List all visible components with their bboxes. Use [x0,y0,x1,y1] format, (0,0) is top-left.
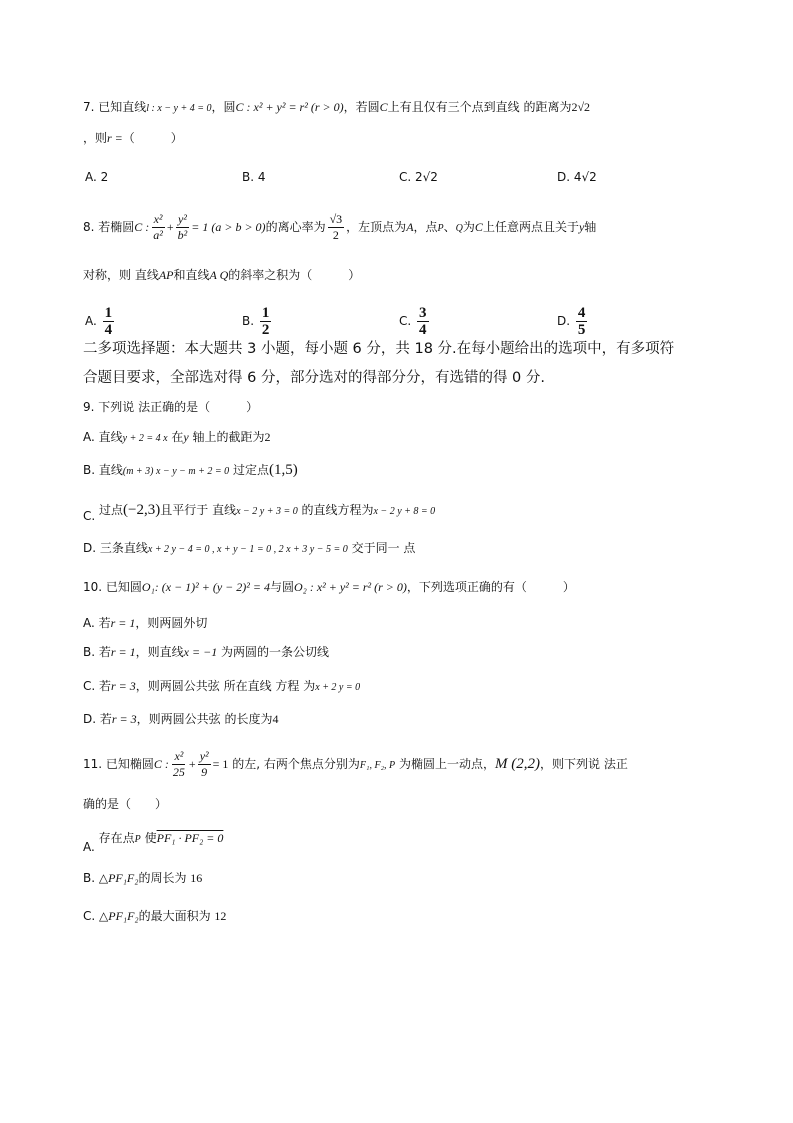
q11-option-a: A. 存在点P 使PF₁ · PF₂ = 0 [83,831,224,854]
q11-option-c: C. △PF₁F₂的最大面积为 12 [83,909,227,923]
q10-option-b: B. 若r = 1，则直线x = −1 为两圆的一条公切线 [83,645,330,659]
q11-stem-line2: 确的是（ ） [83,797,168,811]
q10-circle-o2: O₂ : x² + y² = r² (r > 0) [293,580,407,594]
q9-option-c: C. 过点(−2,3)且平行于 直线x − 2 y + 3 = 0 的直线方程为x − 2 y + 8 = 0 [83,502,436,523]
q10-option-a: A. 若r = 1，则两圆外切 [83,616,208,630]
q10-circle-o1: O₁: (x − 1)² + (y − 2)² = 4 [141,580,270,594]
q10-stem: 10. 已知圆O₁: (x − 1)² + (y − 2)² = 4与圆O₂ : x² + y² = r² (r > 0)，下列选项正确的有（ ） [83,580,575,594]
q8-option-b: B. $\frac{1}{2}$ [242,305,270,338]
q8-option-d: D. $\frac{4}{5}$ [557,305,586,338]
q10-option-c: C. 若r = 3，则两圆公共弦 所在直线 方程 为x + 2 y = 0 [83,679,361,693]
q9-option-b: B. 直线(m + 3) x − y − m + 2 = 0 过定点(1,5) [83,462,298,478]
q7-option-b: B. 4 [242,170,266,184]
q11-fraction-y: $\frac{\text{y²}}{9}$ [199,749,209,779]
q11-option-b: B. △PF₁F₂的周长为 16 [83,871,203,885]
q7-option-c: C. 2√2 [399,170,438,184]
q8-stem-line1: 8. 若椭圆C : $\frac{\text{x²}}{\text{a²}}$ + $\frac{\text{y²}}{\text{b²}}$ = 1 (a > b > 0)的离心率为 $\frac{√3}{2}$ ，左顶点为A，点P、Q为C上任意两点且关于y轴 [83,212,597,242]
q7-option-a: A. 2 [85,170,109,184]
q8-stem-line2: 对称，则 直线AP和直线A Q的斜率之积为（ ） [83,268,361,282]
q7-stem-line1: 7. 已知直线l : x − y + 4 = 0，圆C : x² + y² = r² (r > 0)，若圆C上有且仅有三个点到直线 的距离为2√2 [83,100,591,114]
q10-option-d: D. 若r = 3，则两圆公共弦 的长度为4 [83,712,279,726]
q7-distance: 2√2 [571,100,591,114]
q8-option-c: C. $\frac{3}{4}$ [399,305,427,338]
q9-stem: 9. 下列说 法正确的是（ ） [83,400,259,414]
q8-fraction-y: $\frac{\text{y²}}{\text{b²}}$ [177,212,188,242]
q7-option-d: D. 4√2 [557,170,597,184]
q11-fraction-x: $\frac{\text{x²}}{25}$ [172,749,185,779]
q9-option-a: A. 直线y + 2 = 4 x 在y 轴上的截距为2 [83,430,271,444]
q7-circle-equation: C : x² + y² = r² (r > 0) [235,100,344,114]
section2-heading-line1: 二多项选择题：本大题共 3 小题，每小题 6 分，共 18 分.在每小题给出的选项中，有多项符 [83,341,675,357]
q7-line-equation: l : x − y + 4 = 0 [146,103,212,114]
section2-heading-line2: 合题目要求，全部选对得 6 分，部分选对的得部分分，有选错的得 0 分. [83,370,545,386]
q8-eccentricity: $\frac{√3}{2}$ [329,212,343,242]
q11-stem-line1: 11. 已知椭圆C : $\frac{\text{x²}}{25}$ + $\frac{\text{y²}}{9}$ = 1 的左, 右两个焦点分别为F₁, F₂, P 为椭圆上一动点，M (2,2)，则下列说 法正 [83,749,628,779]
q8-option-a: A. $\frac{1}{4}$ [85,305,113,338]
q9-option-d: D. 三条直线x + 2 y − 4 = 0 , x + y − 1 = 0 , 2 x + 3 y − 5 = 0 交于同一 点 [83,541,416,555]
q8-fraction-x: $\frac{\text{x²}}{\text{a²}}$ [153,212,163,242]
q7-stem-line2: ，则r =（ ） [83,131,183,145]
